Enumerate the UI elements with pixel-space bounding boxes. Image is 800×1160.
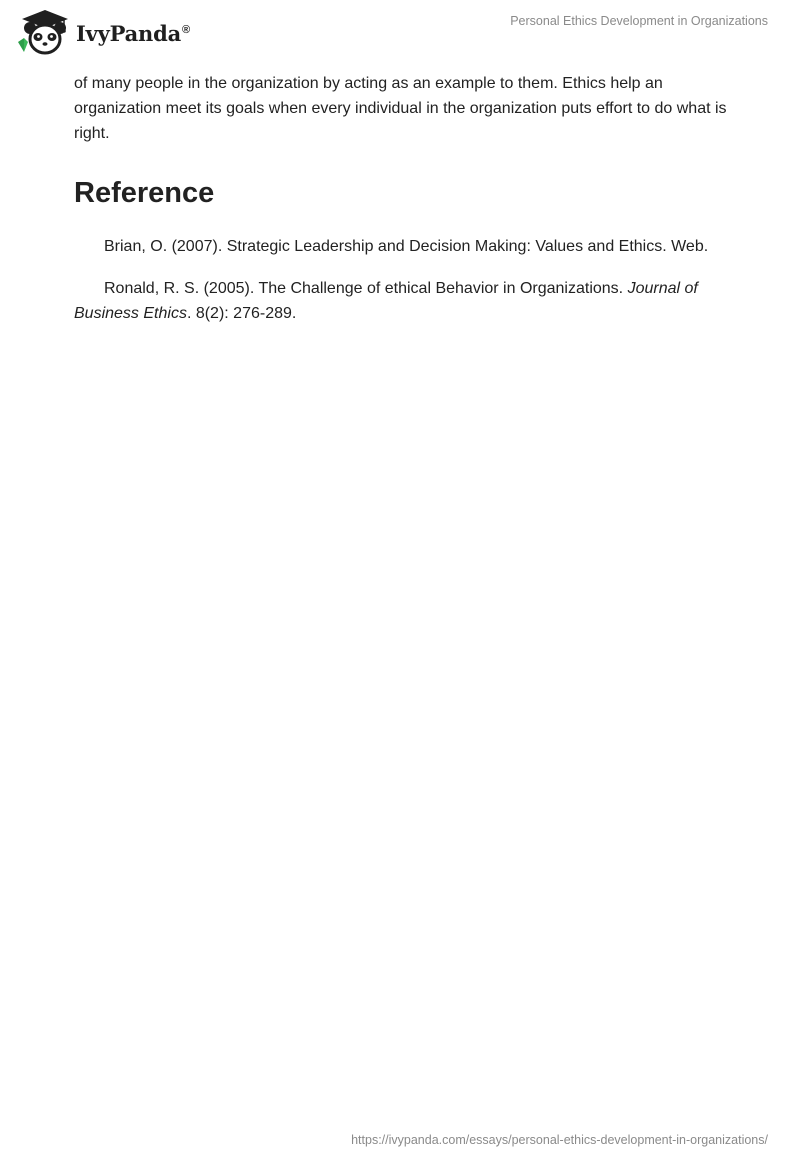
body-paragraph: of many people in the organization by acting as an example to them. Ethics help an organization meet its goals when every individual in the organization puts effort to do what is right. (74, 75, 727, 142)
registered-mark: ® (182, 23, 190, 36)
document-title: Personal Ethics Development in Organizations (510, 14, 768, 28)
reference-citation-details: . 8(2): 276-289. (186, 305, 297, 322)
reference-item (74, 234, 734, 259)
brand-logo[interactable] (16, 8, 190, 56)
source-url[interactable]: https://ivypanda.com/essays/personal-ethics-development-in-organizations/ (351, 1133, 768, 1147)
reference-text: Ronald, R. S. (2005). The Challenge of ethical Behavior in Organizations. (104, 280, 628, 297)
journal-title: Journal of Business Ethics (74, 280, 698, 322)
reference-item (74, 276, 734, 326)
reference-heading: Reference (74, 177, 215, 209)
document-body (74, 71, 734, 326)
reference-text: Brian, O. (2007). Strategic Leadership and Decision Making: Values and Ethics. Web. (104, 238, 709, 255)
panda-graduation-cap-logo-icon (16, 8, 74, 56)
brand-name: IvyPanda® (76, 20, 190, 46)
page-header (0, 0, 800, 60)
